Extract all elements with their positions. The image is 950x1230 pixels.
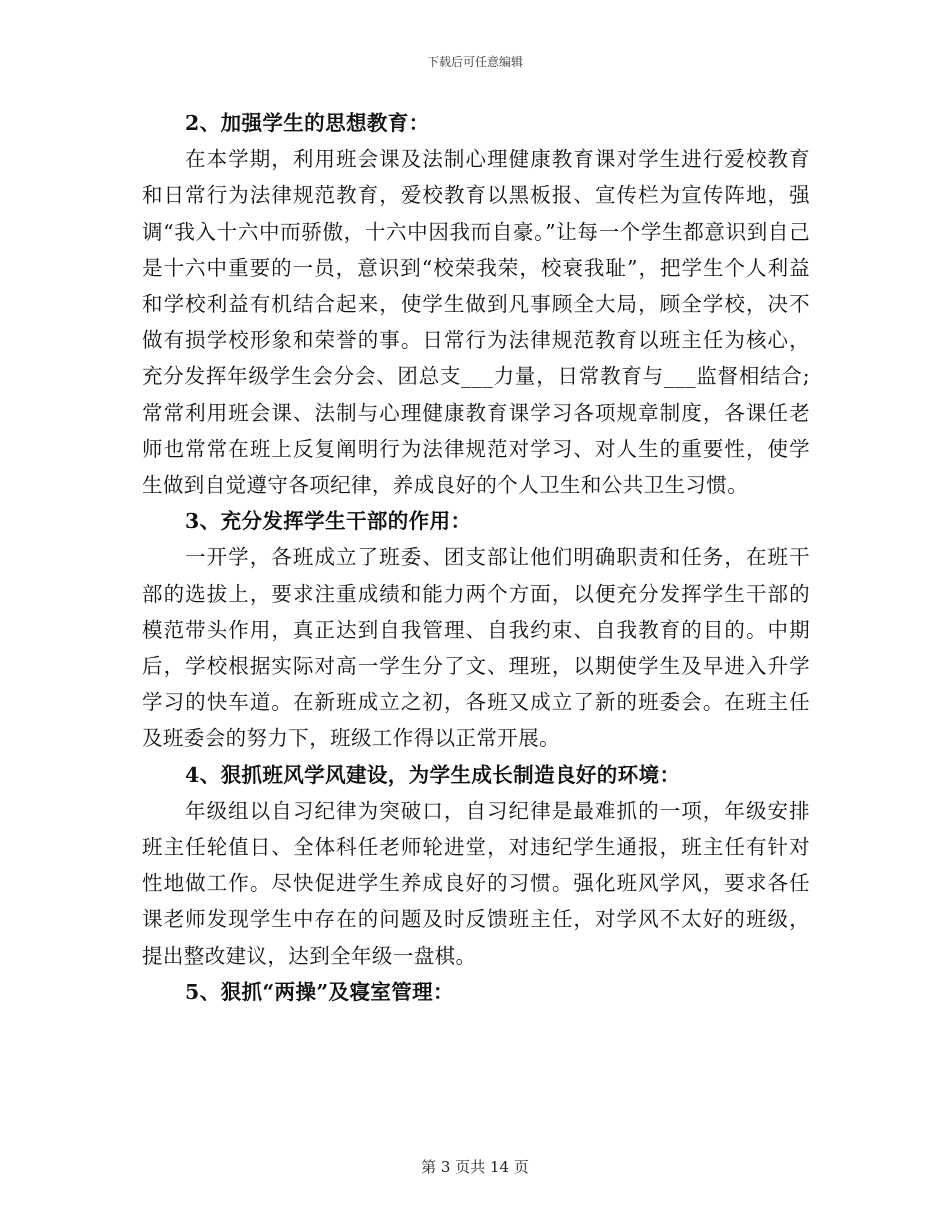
section-paragraph-4: 年级组以自习纪律为突破口，自习纪律是最难抓的一项，年级安排班主任轮值日、全体科任老师轮进堂，对违纪学生通报，班主任有针对性地做工作。尽快促进学生养成良好的习惯。强化班风学风，要求各任课老师发现学生中存在的问题及时反馈班主任，对学风不太好的班级，提出整改建议，达到全年级一盘棋。 [142, 798, 810, 968]
section-heading-5: 5、狠抓“两操”及寝室管理： [185, 979, 454, 1004]
section-paragraph-3: 一开学，各班成立了班委、团支部让他们明确职责和任务，在班干部的选拔上，要求注重成绩和能力两个方面，以便充分发挥学生干部的模范带头作用，真正达到自我管理、自我约束、自我教育的目的。中期后，学校根据实际对高一学生分了文、理班，以期使学生及早进入升学学习的快车道。在新班成立之初，各班又成立了新的班委会。在班主任及班委会的努力下，班级工作得以正常开展。 [142, 545, 810, 751]
section-heading-2: 2、加强学生的思想教育： [185, 111, 430, 135]
page-header-note: 下载后可任意编辑 [426, 55, 523, 69]
document-body [142, 105, 810, 1010]
section-heading-4: 4、狠抓班风学风建设，为学生成长制造良好的环境： [185, 762, 681, 787]
section-heading-3: 3、充分发挥学生干部的作用： [185, 509, 472, 534]
page-number: 第 3 页共 14 页 [421, 1158, 529, 1176]
section-paragraph-2: 在本学期，利用班会课及法制心理健康教育课对学生进行爱校教育和日常行为法律规范教育，爱校教育以黑板报、宣传栏为宣传阵地，强调“我入十六中而骄傲，十六中因我而自豪。”让每一个学生都意识到自己是十六中重要的一员，意识到“校荣我荣，校衰我耻”，把学生个人利益和学校利益有机结合起来，使学生做到凡事顾全大局，顾全学校，决不做有损学校形象和荣誉的事。日常行为法律规范教育以班主任为核心，充分发挥年级学生会分会、团总支___力量，日常教育与___监督相结合;常常利用班会课、法制与心理健康教育课学习各项规章制度，各课任老师也常常在班上反复阐明行为法律规范对学习、对人生的重要性，使学生做到自觉遵守各项纪律，养成良好的个人卫生和公共卫生习惯。 [142, 147, 810, 498]
